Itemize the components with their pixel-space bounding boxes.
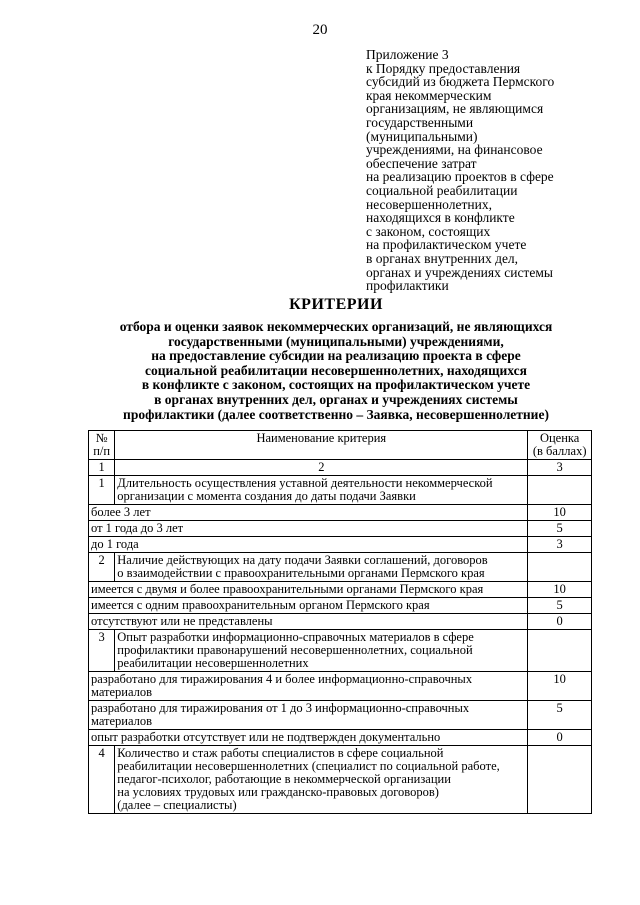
option-score: 3 xyxy=(528,537,592,553)
criterion-name-line: Опыт разработки информационно-справочных материалов в сфере xyxy=(117,630,474,644)
subtitle-line: отбора и оценки заявок некоммерческих организаций, не являющихся xyxy=(119,319,553,334)
option-text-line: отсутствуют или не представлены xyxy=(91,614,273,628)
option-text xyxy=(89,521,528,537)
option-text-line: имеется с одним правоохранительным органом Пермского края xyxy=(91,598,430,612)
option-text xyxy=(89,614,528,630)
header-num-line: № xyxy=(95,431,108,445)
option-row xyxy=(89,505,592,521)
option-text xyxy=(89,505,528,521)
appendix-line: организациям, не являющимся xyxy=(366,101,544,117)
appendix-line: обеспечение затрат xyxy=(366,155,477,171)
option-text-line: имеется с двумя и более правоохранительными органами Пермского края xyxy=(91,582,484,596)
criterion-score-empty xyxy=(528,476,592,505)
column-number-cell: 2 xyxy=(115,460,528,476)
option-score: 10 xyxy=(528,505,592,521)
appendix-block xyxy=(366,48,616,293)
option-text xyxy=(89,701,528,730)
option-text xyxy=(89,537,528,553)
option-text xyxy=(89,598,528,614)
appendix-line: профилактики xyxy=(366,278,449,294)
option-row xyxy=(89,730,592,746)
option-score: 10 xyxy=(528,672,592,701)
subtitle-line: в конфликте с законом, состоящих на профилактическом учете xyxy=(141,377,531,393)
option-text-line: более 3 лет xyxy=(91,505,151,519)
appendix-line: к Порядку предоставления xyxy=(366,60,521,76)
option-score: 5 xyxy=(528,521,592,537)
appendix-line: государственными xyxy=(366,114,474,130)
option-row xyxy=(89,701,592,730)
option-row xyxy=(89,537,592,553)
option-score: 0 xyxy=(528,730,592,746)
criterion-row xyxy=(89,630,592,672)
subtitle-line: профилактики (далее соответственно – Заявка, несовершеннолетние) xyxy=(123,406,549,422)
criterion-name-line: Наличие действующих на дату подачи Заявки соглашений, договоров xyxy=(117,553,488,567)
criterion-row xyxy=(89,746,592,814)
appendix-line: на реализацию проектов в сфере xyxy=(366,169,554,185)
header-num-line: п/п xyxy=(93,444,111,458)
header-name-cell: Наименование критерия xyxy=(115,431,528,460)
criterion-row xyxy=(89,476,592,505)
criterion-name-line: на условиях трудовых или гражданско-правовых договоров) xyxy=(117,785,439,799)
appendix-line: органах и учреждениях системы xyxy=(366,264,553,280)
appendix-line: находящихся в конфликте xyxy=(366,210,515,226)
criterion-num: 1 xyxy=(89,476,115,505)
option-row xyxy=(89,598,592,614)
subtitle-line: социальной реабилитации несовершеннолетних, находящихся xyxy=(145,362,527,378)
criterion-num: 2 xyxy=(89,553,115,582)
criterion-score-empty xyxy=(528,630,592,672)
criteria-table xyxy=(88,430,592,814)
header-num-cell xyxy=(89,431,115,460)
column-number-row xyxy=(89,460,592,476)
option-text xyxy=(89,582,528,598)
option-score: 10 xyxy=(528,582,592,598)
criterion-name xyxy=(115,476,528,505)
criterion-name-line: организации с момента создания до даты подачи Заявки xyxy=(117,489,416,503)
criterion-name-line: Количество и стаж работы специалистов в сфере социальной xyxy=(117,746,444,760)
option-row xyxy=(89,672,592,701)
option-text-line: опыт разработки отсутствует или не подтвержден документально xyxy=(91,730,441,744)
criterion-name xyxy=(115,553,528,582)
criterion-name xyxy=(115,630,528,672)
criterion-score-empty xyxy=(528,553,592,582)
criterion-num: 4 xyxy=(89,746,115,814)
header-score-cell xyxy=(528,431,592,460)
page-number: 20 xyxy=(312,22,328,38)
option-score: 5 xyxy=(528,701,592,730)
table-header-row xyxy=(89,431,592,460)
appendix-line: с законом, состоящих xyxy=(366,223,491,239)
option-text-line: материалов xyxy=(91,714,153,728)
option-text-line: от 1 года до 3 лет xyxy=(91,521,184,535)
criterion-name-line: (далее – специалисты) xyxy=(117,798,237,812)
criterion-name xyxy=(115,746,528,814)
criterion-name-line: Длительность осуществления уставной деятельности некоммерческой xyxy=(117,476,493,490)
subtitle-line: на предоставление субсидии на реализацию проекта в сфере xyxy=(151,348,521,364)
appendix-line: на профилактическом учете xyxy=(366,237,527,253)
appendix-line: учреждениями, на финансовое xyxy=(366,142,543,158)
option-text xyxy=(89,672,528,701)
document-title: КРИТЕРИИ xyxy=(289,296,383,313)
appendix-line: социальной реабилитации xyxy=(366,182,518,198)
appendix-line: (муниципальными) xyxy=(366,128,478,144)
option-text-line: материалов xyxy=(91,685,153,699)
criterion-num: 3 xyxy=(89,630,115,672)
subtitle-line: государственными (муниципальными) учреждениями, xyxy=(168,333,504,349)
criteria-table-body xyxy=(89,431,592,814)
criterion-name-line: о взаимодействии с правоохранительными органами Пермского края xyxy=(117,566,485,580)
appendix-line: субсидий из бюджета Пермского xyxy=(366,74,555,90)
option-text-line: разработано для тиражирования от 1 до 3 информационно-справочных xyxy=(91,701,470,715)
option-text-line: разработано для тиражирования 4 и более информационно-справочных xyxy=(91,672,473,686)
appendix-line: несовершеннолетних, xyxy=(366,196,492,212)
option-row xyxy=(89,582,592,598)
option-row xyxy=(89,614,592,630)
document-subtitle xyxy=(40,320,632,422)
appendix-line: края некоммерческим xyxy=(366,87,492,103)
criterion-name-line: реабилитации несовершеннолетних (специалист по социальной работе, xyxy=(117,759,500,773)
option-text xyxy=(89,730,528,746)
option-text-line: до 1 года xyxy=(91,537,139,551)
criterion-name-line: профилактики правонарушений несовершеннолетних, социальной xyxy=(117,643,473,657)
criterion-score-empty xyxy=(528,746,592,814)
criterion-name-line: педагог-психолог, работающие в некоммерческой организации xyxy=(117,772,451,786)
header-score-line: Оценка xyxy=(539,431,580,445)
option-row xyxy=(89,521,592,537)
criterion-name-line: реабилитации несовершеннолетних xyxy=(117,656,309,670)
column-number-cell: 1 xyxy=(89,460,115,476)
criterion-row xyxy=(89,553,592,582)
appendix-line: в органах внутренних дел, xyxy=(366,250,519,266)
option-score: 5 xyxy=(528,598,592,614)
appendix-line: Приложение 3 xyxy=(366,47,449,62)
subtitle-line: в органах внутренних дел, органах и учреждениях системы xyxy=(154,391,518,407)
header-score-line: (в баллах) xyxy=(532,444,587,458)
option-score: 0 xyxy=(528,614,592,630)
column-number-cell: 3 xyxy=(528,460,592,476)
